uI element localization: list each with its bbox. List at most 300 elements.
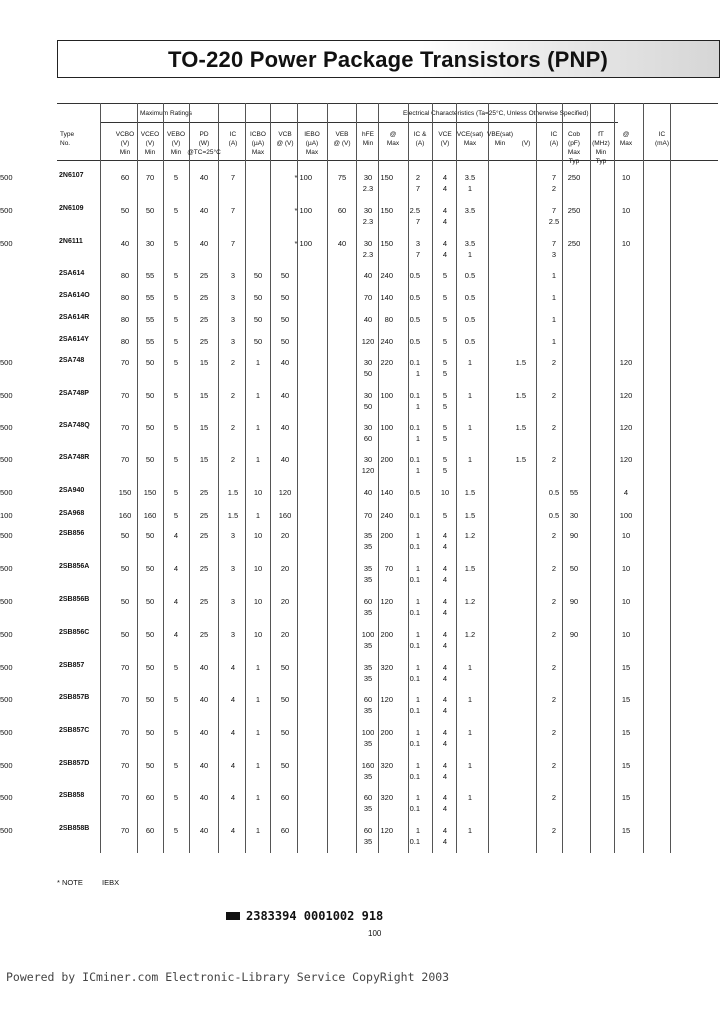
table-cell: 2 (230, 391, 236, 400)
table-cell: 70 (363, 293, 373, 302)
table-cell: 20 (280, 630, 290, 639)
table-cell: 3 (230, 271, 236, 280)
column-divider (245, 103, 246, 853)
column-header: VEBO (166, 131, 186, 138)
table-top-rule (57, 103, 718, 104)
table-cell: 50 (120, 630, 130, 639)
column-header: VEB (335, 131, 349, 138)
column-header: Min (144, 149, 156, 156)
table-cell: 1 0.1 (409, 663, 420, 683)
table-cell: 5 (173, 793, 179, 802)
table-cell: * 100 (294, 239, 312, 248)
column-header: IEBO (304, 131, 320, 138)
table-cell: 500 (0, 391, 13, 400)
table-cell: 500 (0, 826, 13, 835)
table-cell: 7 (230, 173, 236, 182)
table-cell: 1.2 (464, 630, 476, 639)
table-cell: 15 (199, 358, 209, 367)
barcode (226, 909, 383, 923)
table-cell: 320 (380, 793, 393, 802)
table-cell: 30 120 (361, 455, 375, 475)
table-cell: 0.5 (409, 488, 420, 497)
column-divider (163, 103, 164, 853)
table-cell: 5 (442, 511, 448, 520)
table-cell: 60 (337, 206, 347, 215)
table-cell: 500 (0, 663, 13, 672)
table-cell: 10 (440, 488, 450, 497)
table-cell: 4 4 (442, 793, 448, 813)
table-cell: 50 (120, 597, 130, 606)
table-cell: 1 (467, 663, 473, 672)
table-cell: 4 4 (442, 695, 448, 715)
table-cell: 50 (145, 531, 155, 540)
table-cell: 4 (173, 597, 179, 606)
table-cell: 120 (278, 488, 292, 497)
table-cell: 1 (551, 271, 557, 280)
table-cell: 80 (120, 271, 130, 280)
column-divider (137, 103, 138, 853)
table-cell: 3.5 1 (464, 239, 476, 259)
table-cell: 50 (280, 761, 290, 770)
column-header: Max (619, 140, 633, 147)
table-cell: 1 (551, 315, 557, 324)
table-cell: 200 (380, 630, 393, 639)
table-cell: 4 4 (442, 630, 448, 650)
table-cell: 70 (384, 564, 393, 573)
table-cell: 2 (551, 826, 557, 835)
column-header: (MHz) (592, 140, 610, 147)
table-cell: 25 (199, 531, 209, 540)
table-cell: 20 (280, 564, 290, 573)
table-cell: 500 (0, 239, 13, 248)
table-cell: 10 (621, 531, 631, 540)
table-cell: 5 5 (442, 391, 448, 411)
page-title: TO-220 Power Package Transistors (PNP) (168, 47, 609, 72)
table-cell: 1 0.1 (409, 597, 420, 617)
table-cell: 250 (567, 206, 581, 215)
table-cell: 35 35 (363, 564, 373, 584)
type-number: 2SA614R (59, 314, 90, 321)
table-cell: 5 5 (442, 358, 448, 378)
table-cell: 5 (173, 271, 179, 280)
table-cell: 40 (199, 728, 209, 737)
table-cell: 40 (280, 423, 290, 432)
table-cell: 50 (280, 271, 290, 280)
table-cell: 4 4 (442, 173, 448, 193)
table-cell: 4 (230, 793, 236, 802)
table-cell: 30 2.3 (362, 206, 374, 226)
column-header: (µA) (251, 140, 265, 147)
table-cell: 2 (551, 423, 557, 432)
table-cell: 1 (551, 293, 557, 302)
table-cell: 4 4 (442, 728, 448, 748)
column-header: @TC=25°C (187, 149, 221, 156)
table-cell: 25 (199, 315, 209, 324)
table-cell: 500 (0, 173, 13, 182)
table-cell: 7 (230, 239, 236, 248)
table-cell: 40 (199, 239, 209, 248)
table-cell: 30 50 (363, 391, 373, 411)
table-cell: 40 (199, 206, 209, 215)
table-cell: 4 4 (442, 206, 448, 226)
column-header: VCBO (115, 131, 135, 138)
type-number: 2SB857B (59, 694, 90, 701)
table-cell: 70 (363, 511, 373, 520)
column-header: Min (170, 149, 182, 156)
column-divider (670, 103, 671, 853)
column-header: IC & (413, 131, 427, 138)
table-cell: 2 (551, 695, 557, 704)
type-number: 2SB856 (59, 530, 85, 537)
table-cell: 50 (253, 315, 263, 324)
table-cell: 3 (230, 293, 236, 302)
table-cell: 4 (230, 695, 236, 704)
type-number: 2SB857C (59, 727, 90, 734)
table-cell: 50 (145, 630, 155, 639)
table-cell: 1 (467, 728, 473, 737)
table-cell: 1.5 (515, 423, 526, 432)
column-divider (100, 103, 101, 853)
column-header: (V) (521, 140, 531, 147)
table-cell: 25 (199, 293, 209, 302)
table-cell: 150 (380, 239, 393, 248)
table-cell: 1 (255, 695, 261, 704)
column-header: @ (V) (333, 140, 351, 147)
column-header: Typ (595, 158, 607, 165)
column-header: VBE(sat) (486, 131, 513, 138)
table-cell: 2 (230, 358, 236, 367)
table-cell: 1 (255, 663, 261, 672)
table-cell: 7 3 (551, 239, 557, 259)
table-cell: 1 0.1 (409, 793, 420, 813)
table-cell: 5 (173, 695, 179, 704)
table-cell: 10 (621, 173, 631, 182)
column-header: fT (598, 131, 604, 138)
group-electrical-characteristics: Electrical Characteristics (Ta=25°C, Unless Otherwise Specified) (403, 110, 589, 117)
table-cell: 30 50 (363, 358, 373, 378)
type-number: 2SB856B (59, 596, 90, 603)
type-number: 2SA748 (59, 357, 85, 364)
table-cell: 50 (145, 597, 155, 606)
table-cell: 1.5 (464, 488, 476, 497)
table-cell: 50 (280, 293, 290, 302)
table-cell: 1.5 (515, 391, 526, 400)
table-cell: 500 (0, 455, 13, 464)
table-cell: 4 4 (442, 597, 448, 617)
table-cell: 2.5 7 (409, 206, 420, 226)
table-cell: 200 (380, 455, 393, 464)
column-divider (456, 103, 457, 853)
table-cell: 1 (255, 728, 261, 737)
table-cell: 0.5 (548, 488, 560, 497)
column-header: IC (550, 131, 558, 138)
column-divider (327, 103, 328, 853)
table-cell: 25 (199, 488, 209, 497)
table-cell: 50 (280, 728, 290, 737)
table-cell: 1 (551, 337, 557, 346)
column-divider (356, 103, 357, 853)
column-header: (V) (120, 140, 130, 147)
column-header: Cob (568, 131, 580, 138)
table-cell: 25 (199, 564, 209, 573)
table-cell: 40 (363, 271, 373, 280)
column-header: ICBO (250, 131, 266, 138)
table-cell: 2 (551, 455, 557, 464)
table-cell: 0.5 (409, 293, 420, 302)
table-cell: 35 35 (363, 531, 373, 551)
table-cell: 1.5 (515, 358, 526, 367)
barcode-mark-icon (226, 912, 240, 920)
table-cell: 7 (230, 206, 236, 215)
table-cell: 15 (621, 826, 631, 835)
column-header: Min (362, 140, 374, 147)
table-cell: 1 0.1 (409, 761, 420, 781)
table-cell: 5 (173, 663, 179, 672)
table-cell: 1 0.1 (409, 630, 420, 650)
table-cell: 4 (173, 564, 179, 573)
table-cell: 70 (120, 695, 130, 704)
table-cell: 15 (199, 455, 209, 464)
table-cell: 120 (361, 337, 375, 346)
table-cell: 100 (380, 423, 393, 432)
table-cell: 120 (380, 826, 393, 835)
column-header: Max (463, 140, 477, 147)
table-cell: 40 (199, 173, 209, 182)
table-cell: 2 (551, 630, 557, 639)
column-header: (W) (198, 140, 210, 147)
table-cell: 15 (621, 728, 631, 737)
table-cell: 0.5 (464, 271, 476, 280)
table-cell: 50 (145, 728, 155, 737)
column-header: (mA) (654, 140, 670, 147)
table-cell: 5 (173, 728, 179, 737)
table-cell: 5 (173, 761, 179, 770)
table-cell: 1 (467, 391, 473, 400)
table-cell: 160 (118, 511, 132, 520)
table-cell: 15 (199, 423, 209, 432)
table-cell: 10 (621, 597, 631, 606)
table-cell: 100 (380, 391, 393, 400)
table-cell: 60 (145, 793, 155, 802)
table-cell: 4 (173, 630, 179, 639)
table-cell: 5 (442, 293, 448, 302)
table-cell: 150 (380, 173, 393, 182)
table-cell: 1 0.1 (409, 695, 420, 715)
table-cell: 50 (145, 423, 155, 432)
table-cell: 160 (143, 511, 157, 520)
table-cell: 10 (621, 206, 631, 215)
table-cell: 1 (255, 391, 261, 400)
type-number: 2SB858B (59, 825, 90, 832)
table-cell: 250 (567, 239, 581, 248)
table-cell: 40 (199, 663, 209, 672)
table-cell: 30 (145, 239, 155, 248)
column-header: Max (567, 149, 581, 156)
table-cell: 50 (145, 391, 155, 400)
table-cell: 1.2 (464, 597, 476, 606)
table-cell: 1 (255, 511, 261, 520)
column-divider (488, 103, 489, 853)
table-cell: 1.5 (464, 564, 476, 573)
type-number: 2N6109 (59, 205, 84, 212)
table-cell: 120 (619, 455, 633, 464)
column-header: @ (V) (276, 140, 294, 147)
table-cell: 1 (255, 826, 261, 835)
table-cell: 55 (145, 271, 155, 280)
table-cell: 500 (0, 761, 13, 770)
table-cell: 50 (145, 455, 155, 464)
table-cell: 20 (280, 531, 290, 540)
table-cell: 40 (199, 695, 209, 704)
table-cell: 3.5 1 (464, 173, 476, 193)
table-cell: 40 (337, 239, 347, 248)
table-cell: 5 (442, 315, 448, 324)
table-cell: 50 (280, 337, 290, 346)
type-number: 2SB856C (59, 629, 90, 636)
table-cell: 15 (199, 391, 209, 400)
table-cell: 80 (384, 315, 393, 324)
column-header: (A) (228, 140, 238, 147)
table-cell: 40 (120, 239, 130, 248)
table-cell: 150 (380, 206, 393, 215)
table-cell: 160 35 (361, 761, 375, 781)
table-cell: 3 (230, 597, 236, 606)
table-cell: 50 (145, 663, 155, 672)
column-header: Min (494, 140, 506, 147)
table-cell: 90 (569, 531, 579, 540)
table-cell: 320 (380, 663, 393, 672)
table-cell: 50 (145, 564, 155, 573)
table-cell: 10 (253, 564, 263, 573)
table-cell: 50 (569, 564, 579, 573)
table-cell: 5 (173, 826, 179, 835)
table-cell: 40 (363, 488, 373, 497)
table-cell: 10 (621, 564, 631, 573)
table-cell: 5 (173, 423, 179, 432)
table-cell: 50 (280, 315, 290, 324)
column-header: Typ (568, 158, 580, 165)
table-cell: 4 (230, 728, 236, 737)
column-header: No. (60, 140, 71, 147)
page-number: 100 (368, 929, 382, 938)
table-cell: 100 (619, 511, 633, 520)
table-cell: 25 (199, 511, 209, 520)
table-cell: 500 (0, 564, 13, 573)
table-cell: 2 (551, 761, 557, 770)
table-cell: 5 (173, 337, 179, 346)
table-cell: 25 (199, 597, 209, 606)
table-cell: 120 (619, 391, 633, 400)
table-cell: 10 (253, 531, 263, 540)
table-cell: 80 (120, 315, 130, 324)
table-cell: 10 (621, 630, 631, 639)
table-cell: 320 (380, 761, 393, 770)
table-cell: 5 (173, 239, 179, 248)
table-cell: 2 (551, 728, 557, 737)
table-cell: 30 (569, 511, 579, 520)
table-cell: 40 (280, 455, 290, 464)
table-cell: 55 (145, 293, 155, 302)
title-box (57, 40, 720, 78)
table-cell: 15 (621, 663, 631, 672)
table-cell: 4 4 (442, 239, 448, 259)
table-cell: 500 (0, 531, 13, 540)
column-divider (189, 103, 190, 853)
table-cell: 7 2 (551, 173, 557, 193)
table-cell: 90 (569, 597, 579, 606)
table-cell: 15 (621, 695, 631, 704)
table-cell: 0.1 1 (409, 358, 420, 378)
note-text: IEBX (102, 878, 120, 887)
table-cell: 100 (0, 511, 13, 520)
table-cell: 1 (255, 455, 261, 464)
table-cell: 1 0.1 (409, 564, 420, 584)
table-cell: 5 (173, 358, 179, 367)
column-divider (218, 103, 219, 853)
table-cell: 220 (380, 358, 393, 367)
table-cell: 4 (173, 531, 179, 540)
table-cell: 3 (230, 564, 236, 573)
table-cell: 70 (120, 826, 130, 835)
table-cell: 1 (255, 761, 261, 770)
table-cell: 2 (551, 564, 557, 573)
column-header: VCB (278, 131, 292, 138)
table-cell: 1 0.1 (409, 728, 420, 748)
barcode-text: 2383394 0001002 918 (246, 909, 384, 923)
column-header: Type (60, 131, 75, 138)
table-cell: 4 4 (442, 826, 448, 846)
table-cell: 70 (120, 423, 130, 432)
table-cell: 1 (467, 826, 473, 835)
type-number: 2SB857 (59, 662, 85, 669)
column-header: PD (199, 131, 209, 138)
table-cell: 2 (551, 597, 557, 606)
table-cell: 3.5 (464, 206, 476, 215)
table-cell: 3 (230, 630, 236, 639)
table-cell: 2 (230, 455, 236, 464)
table-cell: 10 (253, 488, 263, 497)
column-divider (536, 103, 537, 853)
column-divider (590, 103, 591, 853)
table-cell: 40 (280, 391, 290, 400)
table-cell: 120 (380, 597, 393, 606)
table-cell: 5 5 (442, 423, 448, 443)
table-cell: 2 (230, 423, 236, 432)
table-cell: 3 7 (415, 239, 420, 259)
table-cell: * 100 (294, 173, 312, 182)
type-number: 2SA614O (59, 292, 90, 299)
table-cell: 0.5 (548, 511, 560, 520)
table-cell: 30 2.3 (362, 239, 374, 259)
table-cell: 5 (442, 271, 448, 280)
table-cell: 5 (173, 511, 179, 520)
table-cell: 3 (230, 315, 236, 324)
type-number: 2SA968 (59, 510, 85, 517)
table-cell: 7 2.5 (548, 206, 560, 226)
table-cell: 150 (118, 488, 132, 497)
table-cell: 1 (467, 761, 473, 770)
table-cell: 80 (120, 293, 130, 302)
table-cell: 50 (145, 358, 155, 367)
footer-copyright: Powered by ICminer.com Electronic-Library Service CopyRight 2003 (6, 970, 450, 984)
table-cell: 120 (380, 695, 393, 704)
table-cell: 60 (280, 793, 290, 802)
table-cell: 50 (120, 206, 130, 215)
column-header: Max (386, 140, 400, 147)
table-cell: 30 2.3 (362, 173, 374, 193)
table-cell: 0.5 (409, 337, 420, 346)
table-cell: 2 (551, 793, 557, 802)
